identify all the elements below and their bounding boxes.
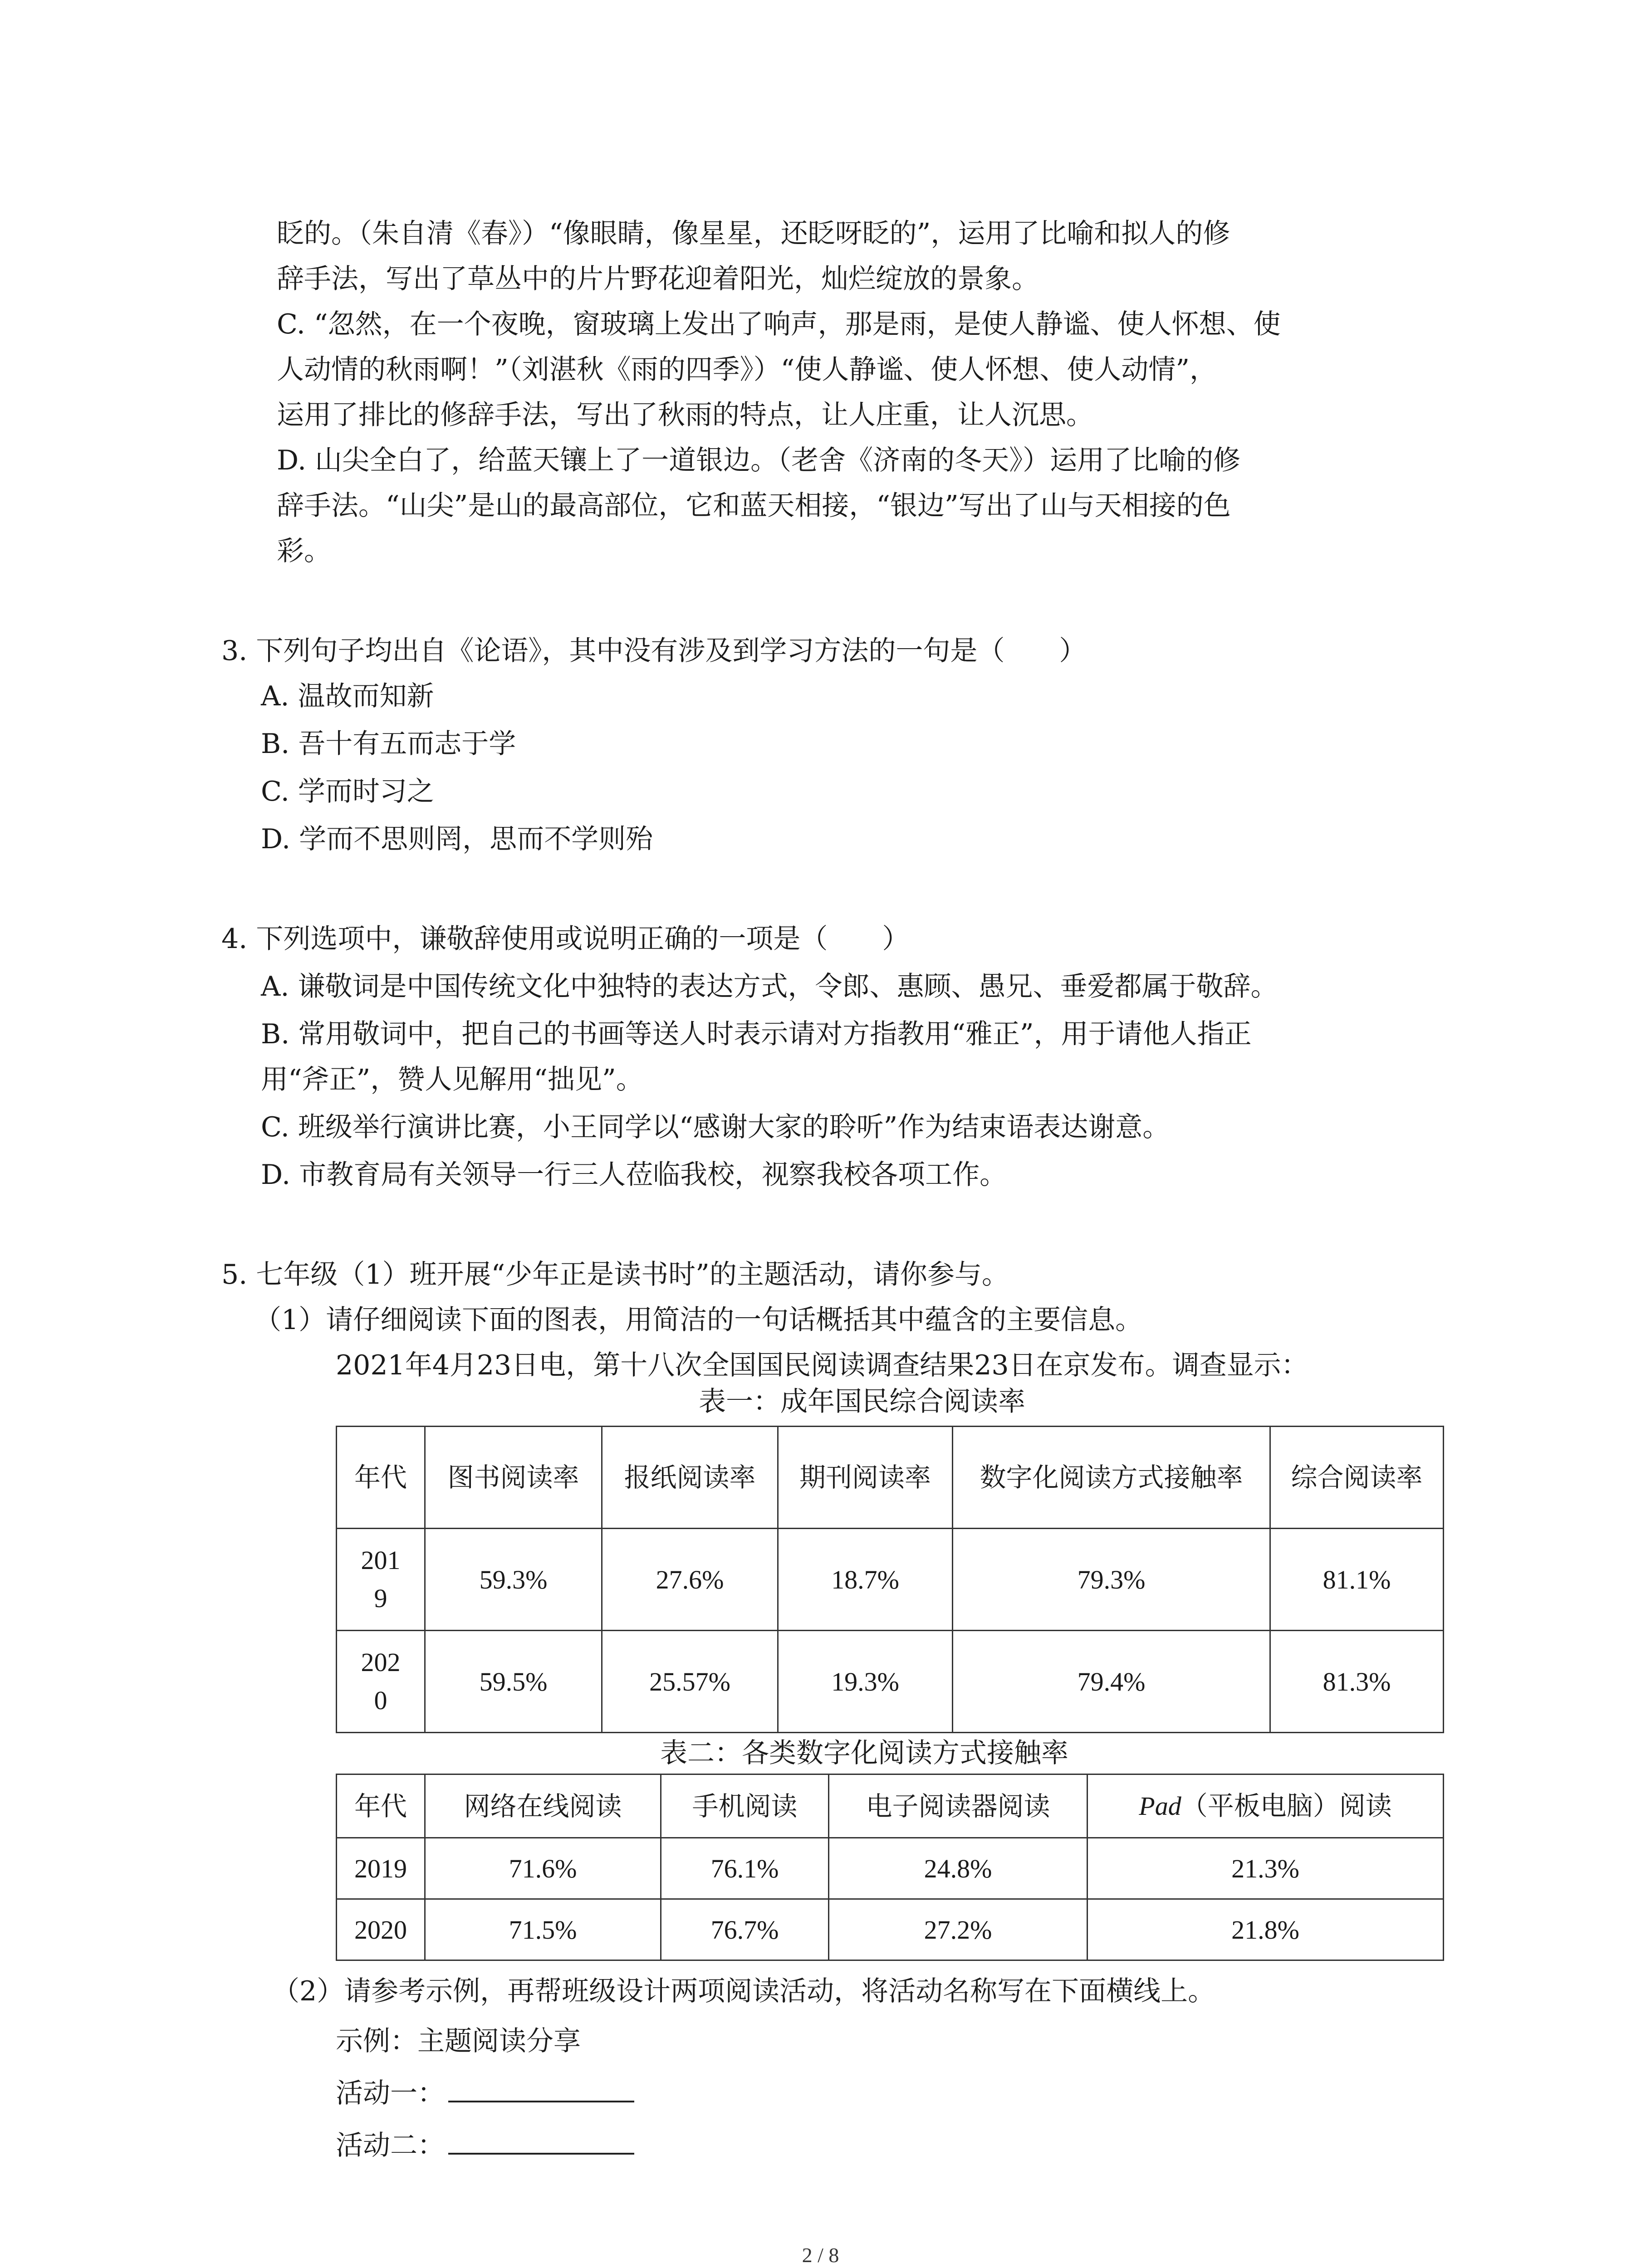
q5-sub1: （1）请仔细阅读下面的图表，用简洁的一句话概括其中蕴含的主要信息。 (254, 1304, 1143, 1336)
table1-header-periodical: 期刊阅读率 (778, 1427, 953, 1529)
q3-option-c: C. 学而时习之 (261, 776, 434, 807)
q5-activity2 (336, 2123, 634, 2168)
activity1-answer-line[interactable] (448, 2073, 634, 2102)
q5-sub2: （2）请参考示例，再帮班级设计两项阅读活动，将活动名称写在下面横线上。 (272, 1975, 1215, 2007)
table2-header-pad-suffix: （平板电脑）阅读 (1181, 1790, 1392, 1821)
table2-header-ereader: 电子阅读器阅读 (829, 1774, 1087, 1838)
q2-option-d-cont: 彩。 (277, 535, 331, 567)
table2-digital-reading (336, 1774, 1444, 1961)
table2-cell: 71.6% (425, 1838, 661, 1899)
q2-option-d: D. 山尖全白了，给蓝天镶上了一道银边。（老舍《济南的冬天》）运用了比喻的修 (277, 445, 1241, 476)
q4-option-c: C. 班级举行演讲比赛，小王同学以“感谢大家的聆听”作为结束语表达谢意。 (261, 1111, 1170, 1143)
table1-cell: 81.1% (1270, 1529, 1444, 1631)
table2-cell: 71.5% (425, 1899, 661, 1960)
table2-header-pad (1087, 1774, 1444, 1838)
table2-header-year: 年代 (337, 1774, 425, 1838)
table1-cell-year: 2020 (337, 1631, 425, 1733)
table2-cell: 24.8% (829, 1838, 1087, 1899)
table1-header-newspaper: 报纸阅读率 (602, 1427, 778, 1529)
q5-stem: 5. 七年级（1）班开展“少年正是读书时”的主题活动，请你参与。 (221, 1259, 1009, 1290)
q3-option-d: D. 学而不思则罔，思而不学则殆 (261, 823, 653, 855)
table2-cell: 21.8% (1087, 1899, 1444, 1960)
q4-option-b: B. 常用敬词中，把自己的书画等送人时表示请对方指教用“雅正”，用于请他人指正 (261, 1018, 1252, 1050)
table1-cell: 27.6% (602, 1529, 778, 1631)
table2-cell-year: 2019 (337, 1838, 425, 1899)
q3-option-a: A. 温故而知新 (261, 680, 434, 712)
activity2-label: 活动二： (336, 2130, 445, 2161)
table2-cell-year: 2020 (337, 1899, 425, 1960)
q5-activity1 (336, 2071, 634, 2116)
table2-header-mobile: 手机阅读 (661, 1774, 829, 1838)
table-row (337, 1838, 1444, 1899)
q2-option-c: C. “忽然，在一个夜晚，窗玻璃上发出了响声，那是雨，是使人静谧、使人怀想、使 (277, 308, 1281, 340)
table1-cell: 79.4% (953, 1631, 1270, 1733)
q3-stem: 3. 下列句子均出自《论语》，其中没有涉及到学习方法的一句是（ ） (221, 635, 1087, 667)
table1-header-year: 年代 (337, 1427, 425, 1529)
q3-option-b: B. 吾十有五而志于学 (261, 728, 516, 760)
table2-header-pad-label: Pad (1139, 1791, 1181, 1821)
table1-cell: 59.3% (425, 1529, 602, 1631)
table1-cell: 19.3% (778, 1631, 953, 1733)
q2-option-d-cont: 辞手法。“山尖”是山的最高部位，它和蓝天相接，“银边”写出了山与天相接的色 (277, 490, 1231, 522)
table1-cell: 59.5% (425, 1631, 602, 1733)
page-number: 2 / 8 (802, 2244, 839, 2267)
table1-header-overall: 综合阅读率 (1270, 1427, 1444, 1529)
table1-reading-rate (336, 1426, 1444, 1733)
table1-header-row (337, 1427, 1444, 1529)
table1-header-digital: 数字化阅读方式接触率 (953, 1427, 1270, 1529)
table1-caption: 表一：成年国民综合阅读率 (699, 1386, 1025, 1418)
table-row (337, 1899, 1444, 1960)
q2-option-c-cont: 运用了排比的修辞手法，写出了秋雨的特点，让人庄重，让人沉思。 (277, 399, 1093, 431)
table2-caption: 表二：各类数字化阅读方式接触率 (660, 1737, 1068, 1769)
activity2-answer-line[interactable] (448, 2126, 634, 2155)
table2-cell: 21.3% (1087, 1838, 1444, 1899)
q2-text-line: 辞手法，写出了草丛中的片片野花迎着阳光，灿烂绽放的景象。 (277, 263, 1039, 295)
table1-cell-year: 2019 (337, 1529, 425, 1631)
table1-cell: 79.3% (953, 1529, 1270, 1631)
q5-example: 示例：主题阅读分享 (336, 2025, 581, 2057)
table2-header-online: 网络在线阅读 (425, 1774, 661, 1838)
table2-cell: 27.2% (829, 1899, 1087, 1960)
q2-text-line: 眨的。（朱自清《春》）“像眼睛，像星星，还眨呀眨的”，运用了比喻和拟人的修 (277, 218, 1230, 249)
table1-cell: 18.7% (778, 1529, 953, 1631)
table-row (337, 1529, 1444, 1631)
table1-cell: 81.3% (1270, 1631, 1444, 1733)
table1-cell: 25.57% (602, 1631, 778, 1733)
q2-option-c-cont: 人动情的秋雨啊！”（刘湛秋《雨的四季》）“使人静谧、使人怀想、使人动情”， (277, 354, 1217, 386)
q4-option-d: D. 市教育局有关领导一行三人莅临我校，视察我校各项工作。 (261, 1159, 1007, 1191)
q4-stem: 4. 下列选项中，谦敬辞使用或说明正确的一项是（ ） (221, 923, 910, 955)
table2-cell: 76.1% (661, 1838, 829, 1899)
q5-intro: 2021年4月23日电，第十八次全国国民阅读调查结果23日在京发布。调查显示： (336, 1349, 1308, 1381)
table1-header-book: 图书阅读率 (425, 1427, 602, 1529)
table2-header-row (337, 1774, 1444, 1838)
table-row (337, 1631, 1444, 1733)
q4-option-b-cont: 用“斧正”，赞人见解用“拙见”。 (261, 1064, 643, 1095)
q4-option-a: A. 谦敬词是中国传统文化中独特的表达方式，令郎、惠顾、愚兄、垂爱都属于敬辞。 (261, 971, 1278, 1002)
activity1-label: 活动一： (336, 2077, 445, 2109)
table2-cell: 76.7% (661, 1899, 829, 1960)
